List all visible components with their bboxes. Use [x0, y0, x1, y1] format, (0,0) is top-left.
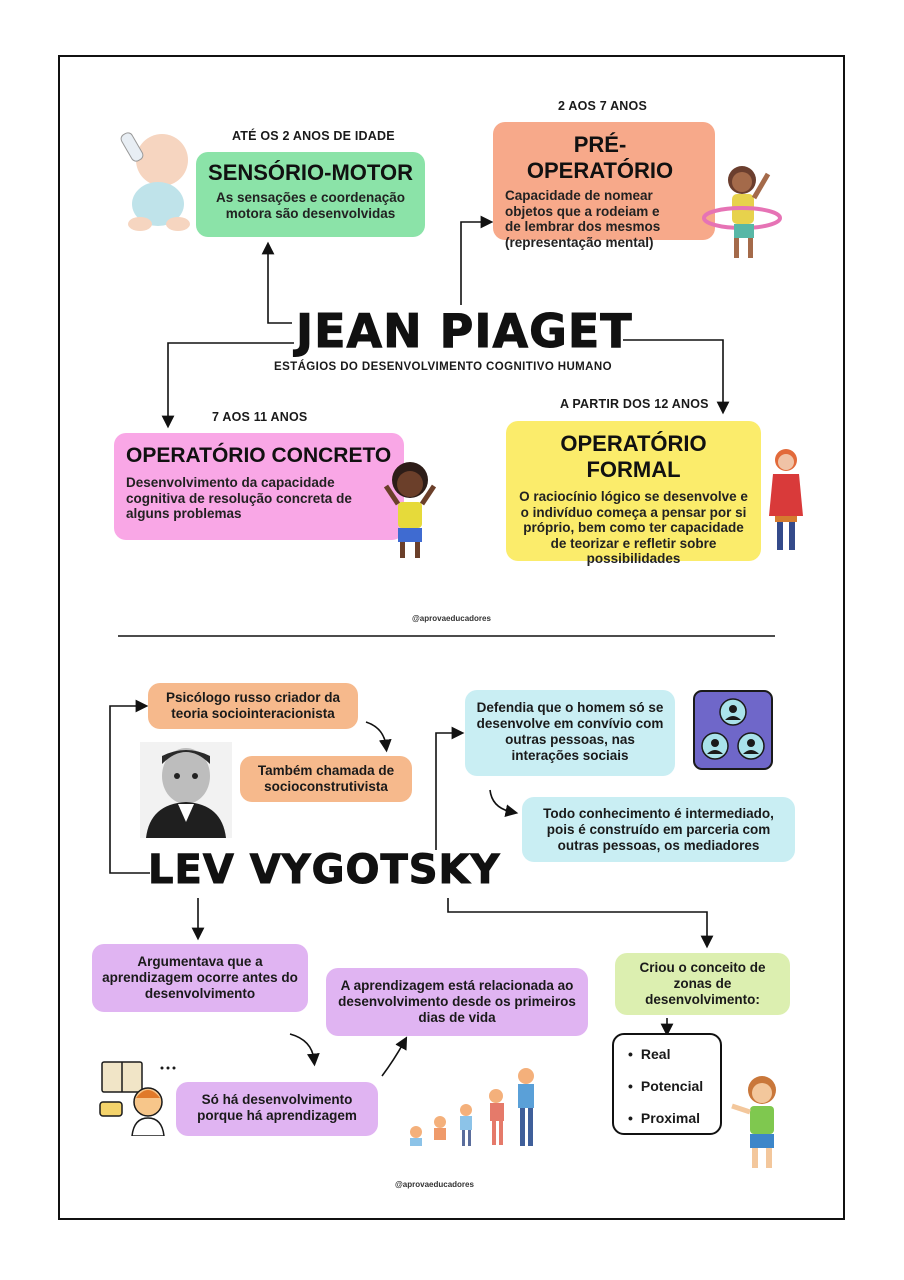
relacionada-note: A aprendizagem está relacionada ao desenvolvimento desde os primeiros dias de vida — [326, 968, 588, 1036]
child-hula-hoop-icon — [700, 160, 800, 265]
reading-learner-icon — [98, 1058, 176, 1136]
concreto-age-label: 7 AOS 11 ANOS — [212, 410, 308, 424]
zones-list — [612, 1033, 722, 1135]
arrow-to-relacionada — [382, 1042, 404, 1076]
defendia-note: Defendia que o homem só se desenvolve em convívio com outras pessoas, nas interações sociais — [465, 690, 675, 776]
sensorio-title: SENSÓRIO-MOTOR — [208, 160, 413, 185]
so-ha-note: Só há desenvolvimento porque há aprendizagem — [176, 1082, 378, 1136]
piaget-title: JEAN PIAGET — [296, 304, 633, 358]
zone-real: • Real — [614, 1038, 720, 1070]
woman-illustration-icon — [765, 446, 807, 554]
vygotsky-title: LEV VYGOTSKY — [148, 847, 501, 893]
criou-note: Criou o conceito de zonas de desenvolvimento: — [615, 953, 790, 1015]
sensorio-text: As sensações e coordenação motora são desenvolvidas — [215, 190, 406, 221]
arrow-to-defendia — [436, 733, 458, 850]
zone-proximal: • Proximal — [614, 1102, 720, 1134]
sensorio-motor-box — [196, 152, 425, 237]
piaget-credit: @aprovaeducadores — [412, 614, 491, 623]
argumentava-note: Argumentava que a aprendizagem ocorre antes do desenvolvimento — [92, 944, 308, 1012]
vygotsky-credit: @aprovaeducadores — [395, 1180, 474, 1189]
piaget-subtitle: ESTÁGIOS DO DESENVOLVIMENTO COGNITIVO HUMANO — [274, 361, 612, 373]
arrow-to-sensorio — [268, 248, 292, 323]
pre-title: PRÉ-OPERATÓRIO — [526, 132, 674, 183]
baby-illustration-icon — [118, 128, 196, 234]
zone-potencial: • Potencial — [614, 1070, 720, 1102]
pre-age-label: 2 AOS 7 ANOS — [558, 99, 647, 113]
operatorio-formal-box — [506, 421, 761, 566]
operatorio-concreto-box — [114, 433, 404, 540]
concreto-title: OPERATÓRIO CONCRETO — [126, 444, 392, 467]
arrow-defendia-conhecimento — [490, 790, 512, 812]
formal-age-label: A PARTIR DOS 12 ANOS — [560, 397, 709, 411]
child-pointing-icon — [728, 1072, 790, 1176]
formal-text: O raciocínio lógico se desenvolve e o indivíduo começa a pensar por si próprio, bem como ter capacidade de teorizar e refletir sobre possibilidades — [519, 489, 748, 566]
growth-stages-icon — [406, 1060, 546, 1150]
arrow-psicologo-chamada — [366, 722, 386, 746]
concreto-text: Desenvolvimento da capacidade cognitiva de resolução concreta de alguns problemas — [126, 475, 352, 521]
social-network-icon — [693, 690, 773, 770]
psicologo-note: Psicólogo russo criador da teoria sociointeracionista — [148, 683, 358, 729]
pre-operatorio-box — [493, 122, 715, 250]
pre-text: Capacidade de nomear objetos que a rodeiam e de lembrar dos mesmos (representação mental) — [505, 188, 661, 250]
conhecimento-note: Todo conhecimento é intermediado, pois é construído em parceria com outras pessoas, os mediadores — [522, 797, 795, 862]
arrow-to-criou — [448, 898, 707, 942]
arrow-argumentava-curve — [290, 1034, 314, 1060]
vygotsky-portrait-icon — [140, 742, 232, 838]
sensorio-age-label: ATÉ OS 2 ANOS DE IDADE — [232, 129, 395, 143]
arrow-to-pre — [461, 222, 487, 305]
chamada-note: Também chamada de socioconstrutivista — [240, 756, 412, 802]
formal-title: OPERATÓRIO FORMAL — [560, 431, 707, 482]
child-arms-up-icon — [382, 458, 440, 562]
